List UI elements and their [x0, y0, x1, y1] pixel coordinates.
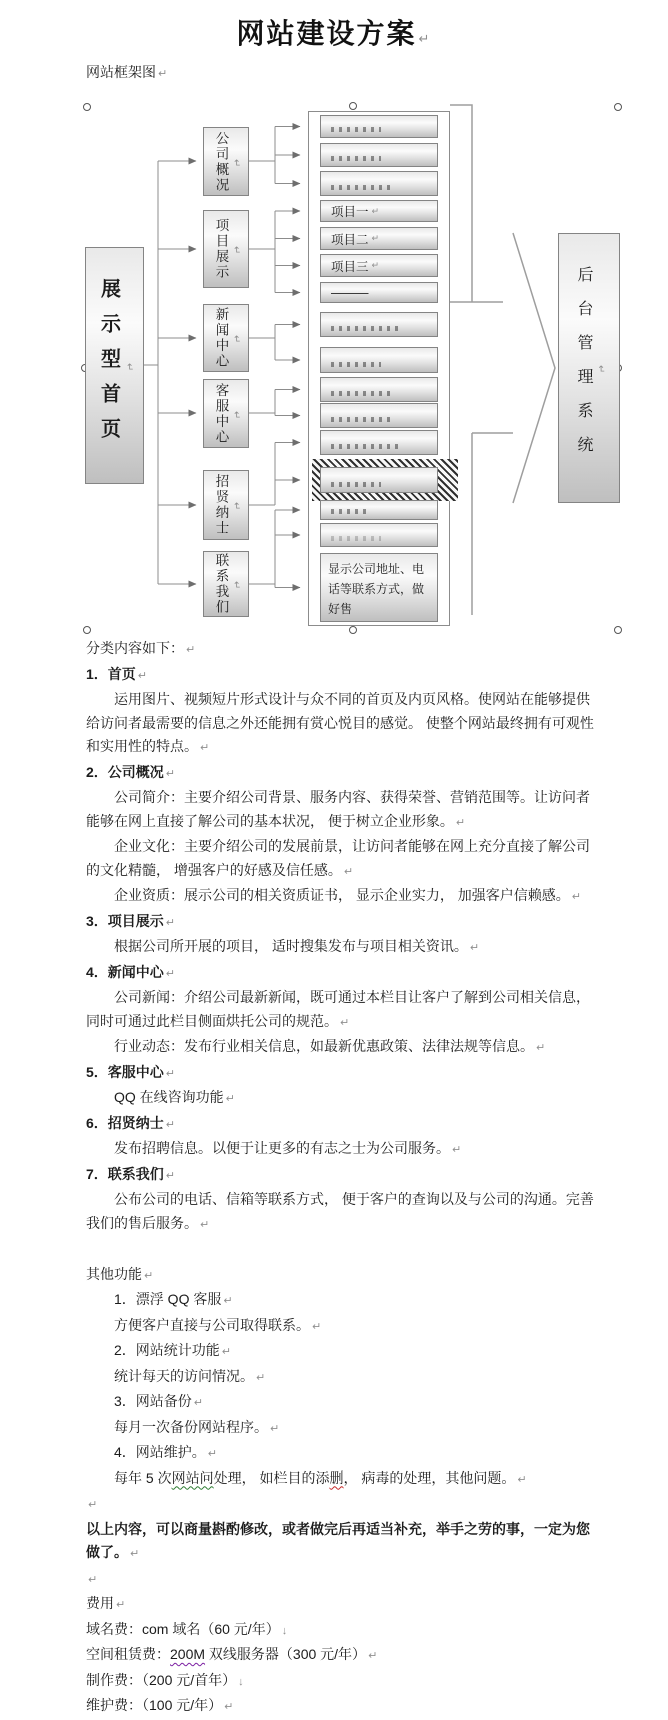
- leaf-label: 项目二: [331, 232, 369, 247]
- closing-note: 以上内容，可以商量斟酌修改，或者做完后再适当补充，举手之劳的事，一定为您做了。 ↵: [86, 1520, 590, 1560]
- leaf-box-10[interactable]: [320, 377, 438, 402]
- paragraph-mark: ↵: [371, 233, 380, 243]
- fee-production: 制作费：（200 元/首年） ↓: [86, 1671, 244, 1688]
- selection-handle[interactable]: [350, 627, 357, 634]
- node-project-showcase[interactable]: [203, 210, 249, 288]
- node-service-center[interactable]: [203, 379, 249, 448]
- paragraph-mark: ↵: [88, 1573, 98, 1586]
- paragraph: 3．网站备份 ↵: [114, 1393, 204, 1409]
- illegible-clipped-text: [331, 509, 371, 514]
- node-company-overview[interactable]: [203, 127, 249, 196]
- node-label: 公司概况: [213, 130, 229, 193]
- paragraph-mark: ↵: [455, 816, 466, 829]
- illegible-clipped-text: [331, 444, 401, 449]
- sitemap-diagram: [0, 95, 668, 640]
- diagram-caption: 网站框架图 ↵: [86, 64, 168, 80]
- leaf-label: 项目三: [331, 259, 369, 274]
- paragraph-mark: ↵: [536, 1042, 546, 1054]
- leaf-box-13-selected[interactable]: [320, 467, 438, 493]
- heading-other-features: 其他功能 ↵: [86, 1265, 154, 1282]
- paragraph-mark: ↵: [230, 502, 242, 511]
- paragraph: 公布公司的电话、信箱等联系方式， 便于客户的查询以及与公司的沟通。完善我们的售后服务。 ↵: [86, 1191, 594, 1231]
- paragraph-mark: ↵: [223, 1295, 233, 1307]
- line-break-mark: ↓: [238, 1675, 244, 1688]
- big-arrow-shape[interactable]: [450, 105, 555, 615]
- paragraph-mark: ↵: [165, 916, 176, 929]
- paragraph: QQ 在线咨询功能 ↵: [114, 1089, 235, 1105]
- paragraph: 企业文化：主要介绍公司的发展前景，让访问者能够在网上充分直接了解公司的文化精髓， 增强客户的好感及信任感。 ↵: [86, 838, 590, 878]
- paragraph-mark: ↵: [230, 410, 242, 420]
- illegible-clipped-text: [331, 362, 381, 367]
- leaf-box-contact-info[interactable]: [320, 553, 438, 622]
- paragraph-mark: ↵: [371, 260, 380, 270]
- leaf-box-15[interactable]: [320, 523, 438, 547]
- heading-company-overview: 2．公司概况 ↵: [86, 763, 176, 780]
- paragraph-mark: ↵: [116, 1599, 126, 1611]
- blank-line: [86, 1492, 596, 1518]
- leaf-label: 显示公司地址、电话等联系方式，做好售: [328, 562, 425, 616]
- node-label: 后台管理系统: [575, 266, 592, 470]
- paragraph-mark: [86, 1244, 88, 1256]
- paragraph: 运用图片、视频短片形式设计与众不同的首页及内页风格。使网站在能够提供给访问者最需要的信息之外还能拥有赏心悦目的感觉。 使整个网站最终拥有可观性和实用性的特点。 ↵: [86, 691, 594, 754]
- selection-handle[interactable]: [84, 104, 91, 111]
- heading-recruitment: 6．招贤纳士 ↵: [86, 1114, 176, 1131]
- paragraph-mark: ↵: [165, 767, 176, 780]
- paragraph-mark: ↵: [230, 158, 242, 168]
- node-contact-us[interactable]: [203, 551, 249, 617]
- leaf-box-3[interactable]: [320, 171, 438, 196]
- leaf-box-14[interactable]: [320, 500, 438, 520]
- heading-project-showcase: 3．项目展示 ↵: [86, 912, 176, 929]
- paragraph-mark: ↵: [270, 1422, 280, 1435]
- fee-domain: 域名费：com 域名（60 元/年） ↓: [86, 1620, 288, 1637]
- selection-handle[interactable]: [615, 627, 622, 634]
- leaf-box-more-projects[interactable]: [320, 282, 438, 303]
- selection-handle[interactable]: [350, 103, 357, 110]
- document-body: [86, 637, 596, 1720]
- node-home-label: 展示型首页: [97, 278, 120, 453]
- node-label: 联系我们: [213, 553, 229, 615]
- blank-line: [86, 1237, 596, 1263]
- paragraph-mark: ↵: [571, 891, 581, 903]
- paragraph-mark: ↵: [418, 31, 432, 46]
- paragraph-mark: ↵: [371, 205, 380, 216]
- heading-contact-us: 7．联系我们 ↵: [86, 1165, 176, 1182]
- paragraph-with-spellcheck: 每年 5 次网站问处理， 如栏目的添删， 病毒的处理，其他问题。 ↵: [114, 1469, 527, 1486]
- leaf-label: ———: [331, 285, 369, 300]
- paragraph-mark: ↵: [224, 1701, 234, 1713]
- paragraph: 企业资质：展示公司的相关资质证书， 显示企业实力， 加强客户信赖感。 ↵: [114, 887, 581, 903]
- heading-news-center: 4．新闻中心 ↵: [86, 963, 176, 980]
- paragraph: 4．网站维护。 ↵: [114, 1444, 218, 1460]
- node-backend-system[interactable]: [558, 233, 620, 503]
- paragraph: 统计每天的访问情况。 ↵: [114, 1367, 266, 1384]
- leaf-box-8[interactable]: [320, 312, 438, 337]
- paragraph: 行业动态：发布行业相关信息，如最新优惠政策、法律法规等信息。 ↵: [114, 1038, 546, 1054]
- paragraph: 公司新闻：介绍公司最新新闻，既可通过本栏目让客户了解到公司相关信息，同时可通过此栏目侧面烘托公司的规范。 ↵: [86, 989, 590, 1029]
- illegible-clipped-text: [331, 185, 391, 190]
- node-home[interactable]: [85, 247, 144, 484]
- node-label: 项目展示: [213, 218, 229, 280]
- leaf-box-9[interactable]: [320, 347, 438, 373]
- paragraph-mark: ↵: [312, 1320, 322, 1333]
- paragraph: 2．网站统计功能 ↵: [114, 1342, 232, 1358]
- paragraph-mark: ↵: [343, 865, 354, 878]
- selection-handle[interactable]: [84, 627, 91, 634]
- illegible-clipped-text: [331, 536, 381, 541]
- spell-check-underline: 删: [329, 1469, 344, 1486]
- illegible-clipped-text: [331, 391, 391, 396]
- paragraph-mark: ↵: [517, 1473, 527, 1486]
- heading-fees: 费用 ↵: [86, 1595, 126, 1611]
- grammar-check-underline: 网站问: [171, 1469, 214, 1486]
- paragraph: 根据公司所开展的项目， 适时搜集发布与项目相关资讯。 ↵: [114, 938, 480, 954]
- selection-handle[interactable]: [615, 104, 622, 111]
- paragraph-mark: ↵: [165, 967, 176, 980]
- paragraph-mark: ↵: [207, 1448, 218, 1460]
- paragraph: 1．漂浮 QQ 客服 ↵: [114, 1291, 233, 1307]
- node-recruitment[interactable]: [203, 470, 249, 540]
- paragraph-mark: ↵: [165, 1067, 176, 1080]
- illegible-clipped-text: [331, 417, 391, 422]
- heading-service-center: 5．客服中心 ↵: [86, 1063, 176, 1080]
- paragraph-mark: ↵: [221, 1346, 232, 1358]
- illegible-clipped-text: [331, 127, 381, 132]
- page-title: 网站建设方案 ↵: [236, 18, 432, 49]
- paragraph: 发布招聘信息。以便于让更多的有志之士为公司服务。 ↵: [114, 1140, 462, 1156]
- leaf-box-2[interactable]: [320, 143, 438, 167]
- fee-hosting: 空间租赁费：200M 双线服务器（300 元/年） ↵: [86, 1646, 378, 1662]
- leaf-box-project-3[interactable]: [320, 254, 438, 277]
- paragraph-mark: ↵: [130, 1548, 140, 1560]
- line-break-mark: ↓: [281, 1624, 288, 1637]
- leaf-box-project-2[interactable]: [320, 227, 438, 250]
- paragraph-mark: ↵: [595, 365, 606, 374]
- node-label: 新闻中心: [213, 307, 229, 369]
- illegible-clipped-text: [331, 156, 381, 161]
- heading-homepage: 1．首页 ↵: [86, 665, 148, 682]
- paragraph-mark: ↵: [88, 1499, 98, 1511]
- paragraph-mark: ↵: [193, 1397, 204, 1409]
- blank-line: [86, 1567, 596, 1593]
- fee-maintenance: 维护费：（100 元/年） ↵: [86, 1697, 234, 1713]
- paragraph-mark: ↵: [368, 1650, 378, 1662]
- paragraph-mark: ↵: [165, 1169, 176, 1182]
- paragraph-mark: ↵: [256, 1371, 266, 1384]
- node-news-center[interactable]: [203, 304, 249, 372]
- paragraph: 方便客户直接与公司取得联系。 ↵: [114, 1316, 322, 1333]
- paragraph-mark: ↵: [225, 1093, 235, 1105]
- paragraph-mark: ↵: [230, 581, 242, 590]
- paragraph-mark: ↵: [200, 742, 210, 754]
- leaf-label: 项目一: [331, 205, 369, 219]
- leaf-box-project-1[interactable]: [320, 200, 438, 222]
- paragraph-mark: ↵: [144, 1269, 154, 1282]
- paragraph-mark: ↵: [158, 68, 168, 80]
- paragraph-mark: ↵: [469, 942, 480, 954]
- paragraph-mark: ↵: [230, 335, 242, 344]
- illegible-clipped-text: [331, 326, 401, 331]
- illegible-clipped-text: [331, 482, 381, 487]
- node-label: 客服中心: [213, 382, 229, 445]
- paragraph-mark: ↵: [137, 669, 148, 682]
- spell-check-underline: 200M: [170, 1646, 206, 1662]
- paragraph-mark: ↵: [230, 246, 242, 255]
- leaf-box-11[interactable]: [320, 403, 438, 428]
- paragraph-mark: ↵: [452, 1144, 462, 1156]
- paragraph: 分类内容如下： ↵: [86, 640, 196, 656]
- paragraph-mark: ↵: [123, 362, 135, 372]
- paragraph: 每月一次备份网站程序。 ↵: [114, 1418, 280, 1435]
- paragraph-mark: ↵: [340, 1016, 350, 1029]
- paragraph-mark: ↵: [165, 1118, 176, 1131]
- paragraph-mark: ↵: [200, 1218, 210, 1231]
- paragraph-mark: ↵: [186, 644, 196, 656]
- node-label: 招贤纳士: [213, 474, 229, 536]
- paragraph: 公司简介：主要介绍公司背景、服务内容、获得荣誉、营销范围等。让访问者能够在网上直接了解公司的基本状况， 便于树立企业形象。 ↵: [86, 789, 590, 829]
- leaf-box-1[interactable]: [320, 115, 438, 138]
- leaf-box-12[interactable]: [320, 430, 438, 455]
